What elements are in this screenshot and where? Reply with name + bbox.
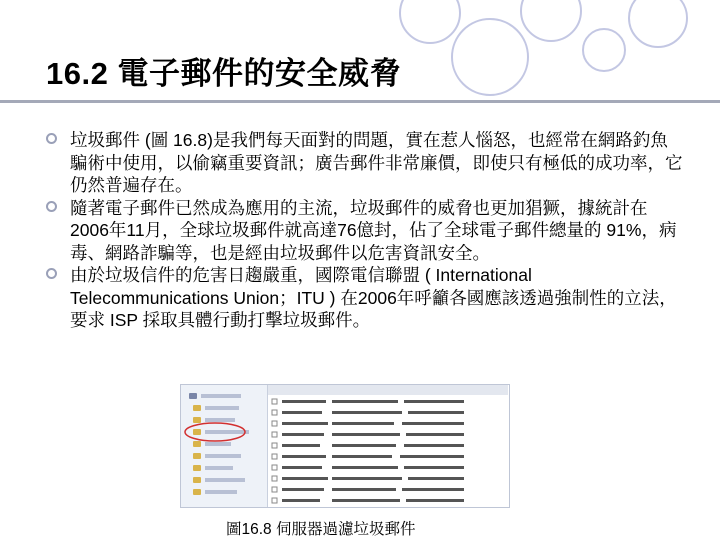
- bullet-item: [44, 129, 684, 197]
- title-divider: [0, 100, 720, 103]
- decorative-circle-2: [451, 18, 529, 96]
- message-list-graphic: [268, 385, 508, 507]
- bullet-text: 垃圾郵件 (圖 16.8)是我們每天面對的問題，實在惹人惱怒，也經常在網路釣魚騙術中使用，以偷竊重要資訊；廣告郵件非常廉價，即使只有極低的成功率，它仍然普遍存在。: [70, 130, 683, 195]
- bullet-list: [44, 129, 684, 332]
- spam-filter-screenshot: [180, 384, 510, 508]
- figure-caption: 圖16.8 伺服器過濾垃圾郵件: [226, 521, 416, 538]
- bullet-text: 隨著電子郵件已然成為應用的主流，垃圾郵件的威脅也更加猖獗，據統計在2006年11月，全球垃圾郵件就高達76億封，佔了全球電子郵件總量的 91%，病毒、網路詐騙等，也是經由垃圾郵件以危害資訊安全。: [70, 197, 677, 263]
- bullet-circle-icon: [46, 133, 57, 144]
- decorative-circle-1: [399, 0, 461, 44]
- bullet-text: 由於垃圾信件的危害日趨嚴重，國際電信聯盟 ( International Telecommunications Union；ITU ) 在2006年呼籲各國應該透過強制性的立法，要求 ISP 採取具體行動打擊垃圾郵件。: [70, 265, 677, 330]
- bullet-circle-icon: [46, 201, 57, 212]
- bullet-item: [44, 264, 684, 332]
- folder-tree-graphic: [181, 385, 267, 507]
- bullet-item: [44, 197, 684, 265]
- decorative-circle-5: [628, 0, 688, 48]
- slide-title: 16.2 電子郵件的安全威脅: [46, 56, 401, 91]
- mail-folder-pane: [181, 385, 268, 507]
- bullet-circle-icon: [46, 268, 57, 279]
- decorative-circle-4: [582, 28, 626, 72]
- decorative-circle-3: [520, 0, 582, 42]
- message-list-pane: [268, 385, 509, 507]
